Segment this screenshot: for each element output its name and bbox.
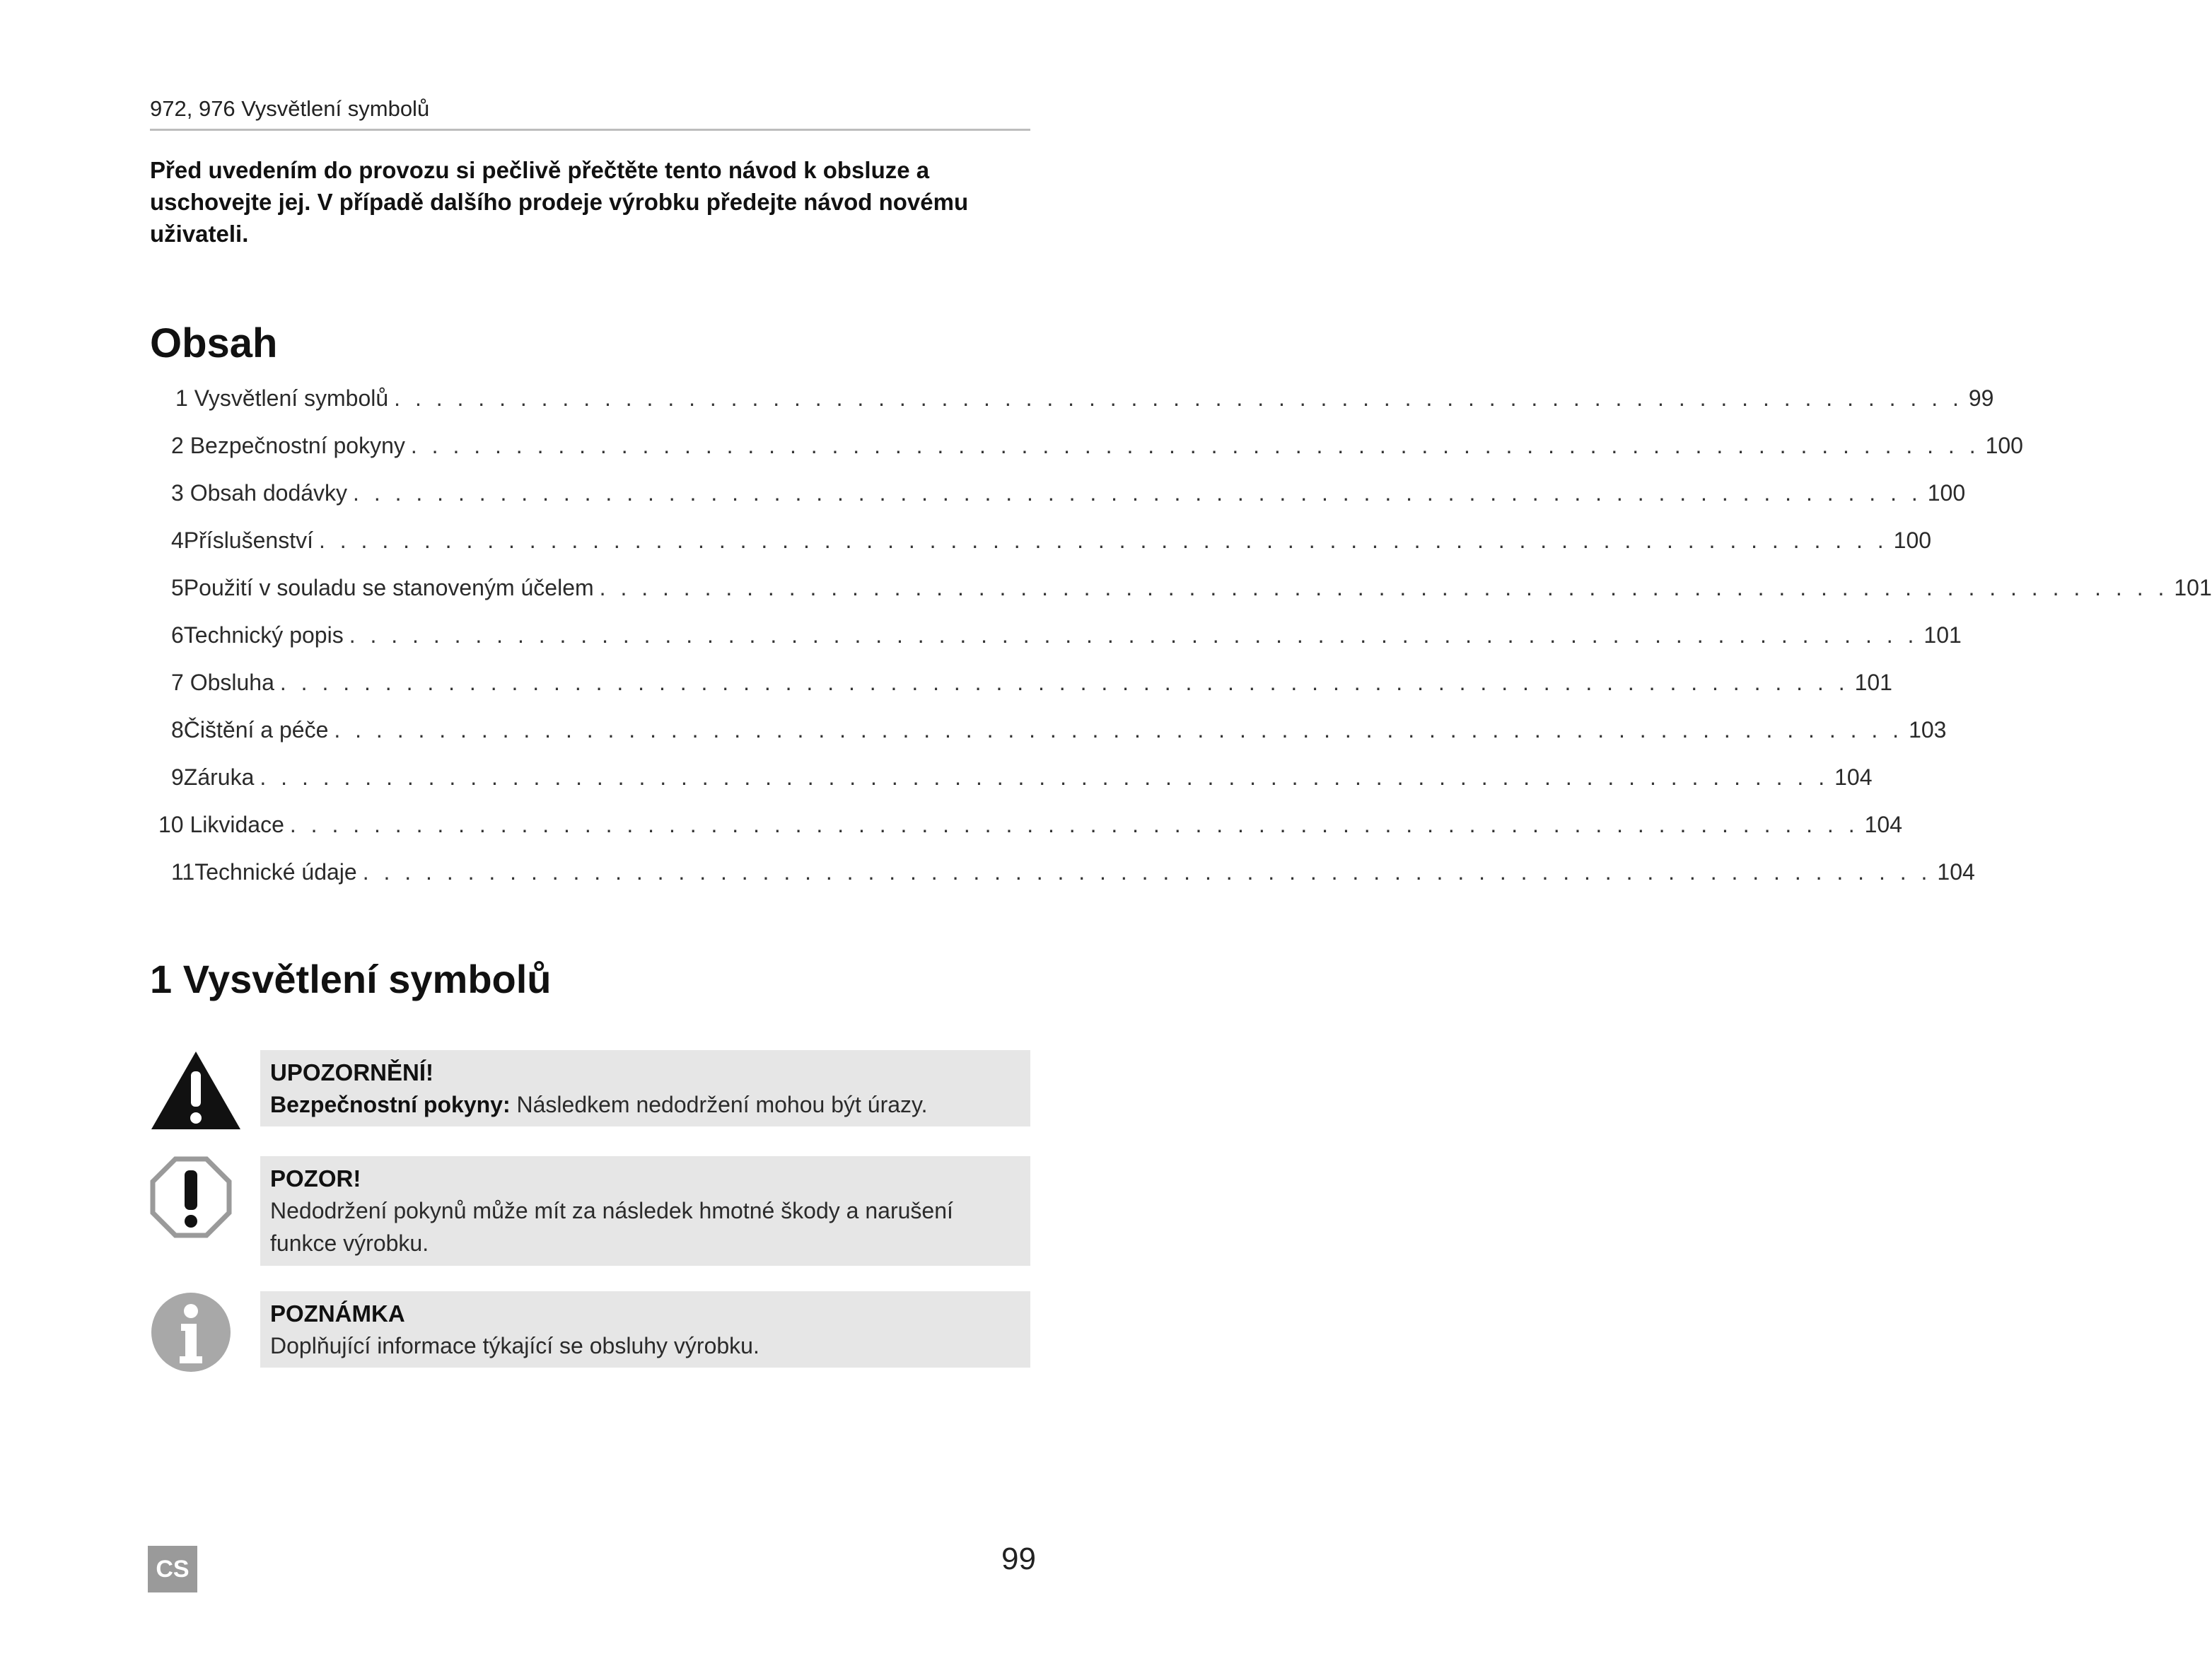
page-header: 972, 976 Vysvětlení symbolů bbox=[150, 96, 1030, 131]
toc-leader: . . . . . . . . . . . . . . . . . . . . . . . . . . . . . . . . . . . . . . . . . . . . . . . . . . . . . . . . . . . . . . . . . . . . . . . . . . . bbox=[318, 528, 1888, 553]
toc-entry-number: 5 bbox=[171, 575, 184, 600]
toc-entry-page: 103 bbox=[1909, 717, 1947, 742]
toc-entry-title: Příslušenství bbox=[183, 528, 313, 553]
toc-entry[interactable] bbox=[171, 717, 1947, 752]
toc-entry-title: Čištění a péče bbox=[183, 717, 329, 742]
caution-title: POZOR! bbox=[270, 1165, 361, 1192]
toc-leader: . . . . . . . . . . . . . . . . . . . . . . . . . . . . . . . . . . . . . . . . . . . . . . . . . . . . . . . . . . . . . . . . . . . . . . . . . . . bbox=[289, 812, 1859, 837]
warning-label: Bezpečnostní pokyny: bbox=[270, 1092, 511, 1117]
warning-body: Následkem nedodržení mohou být úrazy. bbox=[516, 1092, 928, 1117]
warning-triangle-icon bbox=[150, 1050, 242, 1134]
toc-entry-title: Použití v souladu se stanoveným účelem bbox=[183, 575, 594, 600]
toc-heading: Obsah bbox=[150, 320, 278, 366]
warning-text bbox=[270, 1088, 1020, 1121]
toc-entry-page: 100 bbox=[1893, 528, 1932, 553]
toc-entry-title: Technické údaje bbox=[194, 859, 357, 885]
note-notice bbox=[150, 1291, 1030, 1370]
caution-text: Nedodržení pokynů může mít za následek hmotné škody a narušení funkce výrobku. bbox=[270, 1198, 953, 1256]
intro-text: Před uvedením do provozu si pečlivě přečtěte tento návod k obsluze a uschovejte jej. V případě dalšího prodeje výrobku předejte návod novému uživateli. bbox=[150, 157, 969, 247]
caution-notice bbox=[150, 1156, 1030, 1266]
toc-leader: . . . . . . . . . . . . . . . . . . . . . . . . . . . . . . . . . . . . . . . . . . . . . . . . . . . . . . . . . . . . . . . . . . . . . . . . . . . bbox=[394, 385, 1963, 411]
toc-entry-title: Likvidace bbox=[190, 812, 284, 837]
toc-leader: . . . . . . . . . . . . . . . . . . . . . . . . . . . . . . . . . . . . . . . . . . . . . . . . . . . . . . . . . . . . . . . . . . . . . . . . . . . bbox=[362, 859, 1932, 885]
toc-entry-page: 100 bbox=[1927, 480, 1966, 506]
warning-box bbox=[260, 1050, 1030, 1126]
toc-entry-page: 104 bbox=[1834, 764, 1873, 790]
toc-leader: . . . . . . . . . . . . . . . . . . . . . . . . . . . . . . . . . . . . . . . . . . . . . . . . . . . . . . . . . . . . . . . . . . . . . . . . . . . bbox=[410, 433, 1980, 458]
toc-entry-number: 8 bbox=[171, 717, 184, 742]
toc-leader: . . . . . . . . . . . . . . . . . . . . . . . . . . . . . . . . . . . . . . . . . . . . . . . . . . . . . . . . . . . . . . . . . . . . . . . . . . . bbox=[353, 480, 1922, 506]
warning-notice bbox=[150, 1050, 1030, 1129]
toc-entry-number: 10 bbox=[158, 812, 184, 837]
toc-entry-number: 2 bbox=[171, 433, 184, 458]
toc-entry-title: Záruka bbox=[183, 764, 255, 790]
toc-entry-number: 6 bbox=[171, 622, 184, 648]
toc-entry-title: Technický popis bbox=[183, 622, 344, 648]
toc-entry[interactable] bbox=[158, 812, 1902, 847]
toc-entry-number: 1 bbox=[175, 385, 188, 411]
toc-entry-number: 7 bbox=[171, 670, 184, 695]
toc-leader: . . . . . . . . . . . . . . . . . . . . . . . . . . . . . . . . . . . . . . . . . . . . . . . . . . . . . . . . . . . . . . . . . . . . . . . . . . . bbox=[349, 622, 1919, 648]
toc-entry-number: 11 bbox=[171, 859, 195, 885]
note-title: POZNÁMKA bbox=[270, 1300, 405, 1327]
toc-leader: . . . . . . . . . . . . . . . . . . . . . . . . . . . . . . . . . . . . . . . . . . . . . . . . . . . . . . . . . . . . . . . . . . . . . . . . . . . bbox=[260, 764, 1829, 790]
toc-entry[interactable] bbox=[171, 764, 1873, 800]
toc-entry-title: Bezpečnostní pokyny bbox=[190, 433, 405, 458]
toc-entry-page: 101 bbox=[1854, 670, 1892, 695]
page-number: 99 bbox=[1001, 1542, 1036, 1576]
toc-entry-page: 104 bbox=[1864, 812, 1902, 837]
exclamation-octagon-icon bbox=[150, 1156, 232, 1242]
language-badge: CS bbox=[148, 1546, 197, 1592]
toc-entry-title: Obsluha bbox=[190, 670, 274, 695]
section-heading: 1 Vysvětlení symbolů bbox=[150, 957, 552, 1001]
toc-entry-title: Vysvětlení symbolů bbox=[194, 385, 389, 411]
toc-entry[interactable] bbox=[171, 528, 1932, 563]
toc-entry[interactable] bbox=[171, 575, 2212, 610]
toc-entry[interactable] bbox=[171, 859, 1975, 895]
info-icon bbox=[150, 1291, 232, 1377]
toc-leader: . . . . . . . . . . . . . . . . . . . . . . . . . . . . . . . . . . . . . . . . . . . . . . . . . . . . . . . . . . . . . . . . . . . . . . . . . . . bbox=[599, 575, 2169, 600]
toc-entry-page: 101 bbox=[1923, 622, 1962, 648]
note-text: Doplňující informace týkající se obsluhy výrobku. bbox=[270, 1333, 759, 1358]
caution-box bbox=[260, 1156, 1030, 1266]
warning-title: UPOZORNĚNÍ! bbox=[270, 1059, 433, 1085]
toc-entry-page: 99 bbox=[1968, 385, 1994, 411]
note-box bbox=[260, 1291, 1030, 1368]
toc-entry-page: 104 bbox=[1937, 859, 1975, 885]
toc-entry-page: 100 bbox=[1985, 433, 2023, 458]
toc-entry[interactable] bbox=[171, 622, 1962, 658]
toc-entry[interactable] bbox=[171, 670, 1892, 705]
toc-leader: . . . . . . . . . . . . . . . . . . . . . . . . . . . . . . . . . . . . . . . . . . . . . . . . . . . . . . . . . . . . . . . . . . . . . . . . . . . bbox=[334, 717, 1904, 742]
toc-entry[interactable] bbox=[175, 385, 1994, 421]
toc-entry[interactable] bbox=[171, 433, 2023, 468]
toc-entry-number: 3 bbox=[171, 480, 184, 506]
toc-entry-number: 4 bbox=[171, 528, 184, 553]
toc-entry-page: 101 bbox=[2174, 575, 2212, 600]
toc-entry-number: 9 bbox=[171, 764, 184, 790]
toc-entry-title: Obsah dodávky bbox=[190, 480, 348, 506]
toc-entry[interactable] bbox=[171, 480, 1966, 516]
toc-leader: . . . . . . . . . . . . . . . . . . . . . . . . . . . . . . . . . . . . . . . . . . . . . . . . . . . . . . . . . . . . . . . . . . . . . . . . . . . bbox=[279, 670, 1849, 695]
